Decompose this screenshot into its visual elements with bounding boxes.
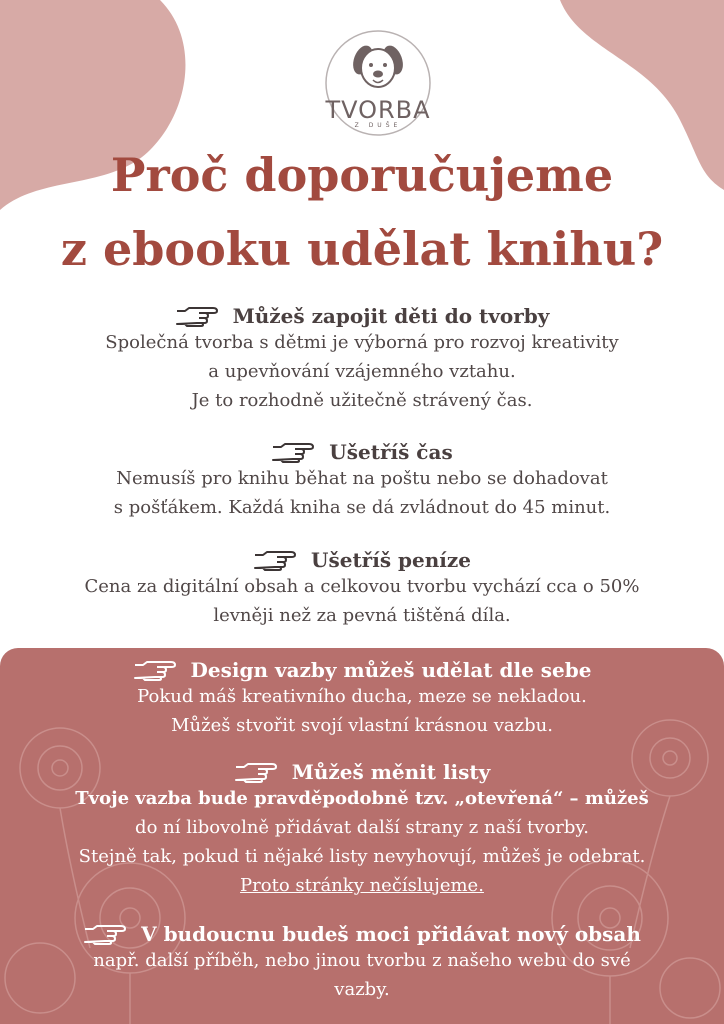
section-text: do ní libovolně přidávat další strany z naší tvorby. bbox=[135, 817, 589, 838]
section-heading: Ušetříš peníze bbox=[311, 548, 471, 572]
section-text: Nemusíš pro knihu běhat na poštu nebo se dohadovat bbox=[116, 468, 608, 489]
pointing-hand-icon bbox=[175, 305, 219, 327]
pointing-hand-icon bbox=[271, 441, 315, 463]
pointing-hand-icon bbox=[253, 549, 297, 571]
pointing-hand-icon bbox=[83, 923, 127, 945]
section-text: levněji než za pevná tištěná díla. bbox=[213, 605, 511, 626]
logo-subtitle: Z DUŠE bbox=[354, 122, 402, 129]
section-text: Je to rozhodně užitečně strávený čas. bbox=[191, 390, 533, 411]
section-pages bbox=[0, 760, 724, 900]
section-text: Můžeš stvořit svojí vlastní krásnou vazbu. bbox=[171, 715, 553, 736]
section-kids bbox=[0, 304, 724, 415]
section-text: Stejně tak, pokud ti nějaké listy nevyhovují, můžeš je odebrat. bbox=[78, 846, 646, 867]
section-text: Cena za digitální obsah a celkovou tvorbu vychází cca o 50% bbox=[84, 576, 640, 597]
section-heading: Design vazby můžeš udělat dle sebe bbox=[190, 658, 592, 682]
page-title-line-2: z ebooku udělat knihu? bbox=[60, 222, 664, 276]
section-text: např. další příběh, nebo jinou tvorbu z našeho webu do své bbox=[93, 950, 631, 971]
section-money bbox=[0, 548, 724, 630]
page-title-line-1: Proč doporučujeme bbox=[110, 148, 614, 202]
section-text: vazby. bbox=[334, 979, 390, 1000]
section-heading: Ušetříš čas bbox=[329, 440, 453, 464]
section-text: s pošťákem. Každá kniha se dá zvládnout do 45 minut. bbox=[113, 497, 611, 518]
section-time bbox=[0, 440, 724, 522]
section-future bbox=[0, 922, 724, 1004]
section-text: Tvoje vazba bude pravděpodobně tzv. „otevřená“ – můžeš bbox=[75, 788, 649, 809]
section-heading: Můžeš zapojit děti do tvorby bbox=[232, 304, 550, 328]
logo-wordmark: TVORBA bbox=[325, 96, 431, 124]
section-text-underlined: Proto stránky nečíslujeme. bbox=[240, 875, 484, 896]
pointing-hand-icon bbox=[234, 761, 278, 783]
section-text: Pokud máš kreativního ducha, meze se nekladou. bbox=[137, 686, 587, 707]
section-text: a upevňování vzájemného vztahu. bbox=[208, 361, 516, 382]
section-text: Společná tvorba s dětmi je výborná pro rozvoj kreativity bbox=[105, 332, 619, 353]
section-heading: Můžeš měnit listy bbox=[291, 760, 491, 784]
bottom-panel bbox=[0, 648, 724, 1024]
pointing-hand-icon bbox=[133, 659, 177, 681]
section-heading: V budoucnu budeš moci přidávat nový obsah bbox=[141, 922, 641, 946]
section-design bbox=[0, 658, 724, 740]
